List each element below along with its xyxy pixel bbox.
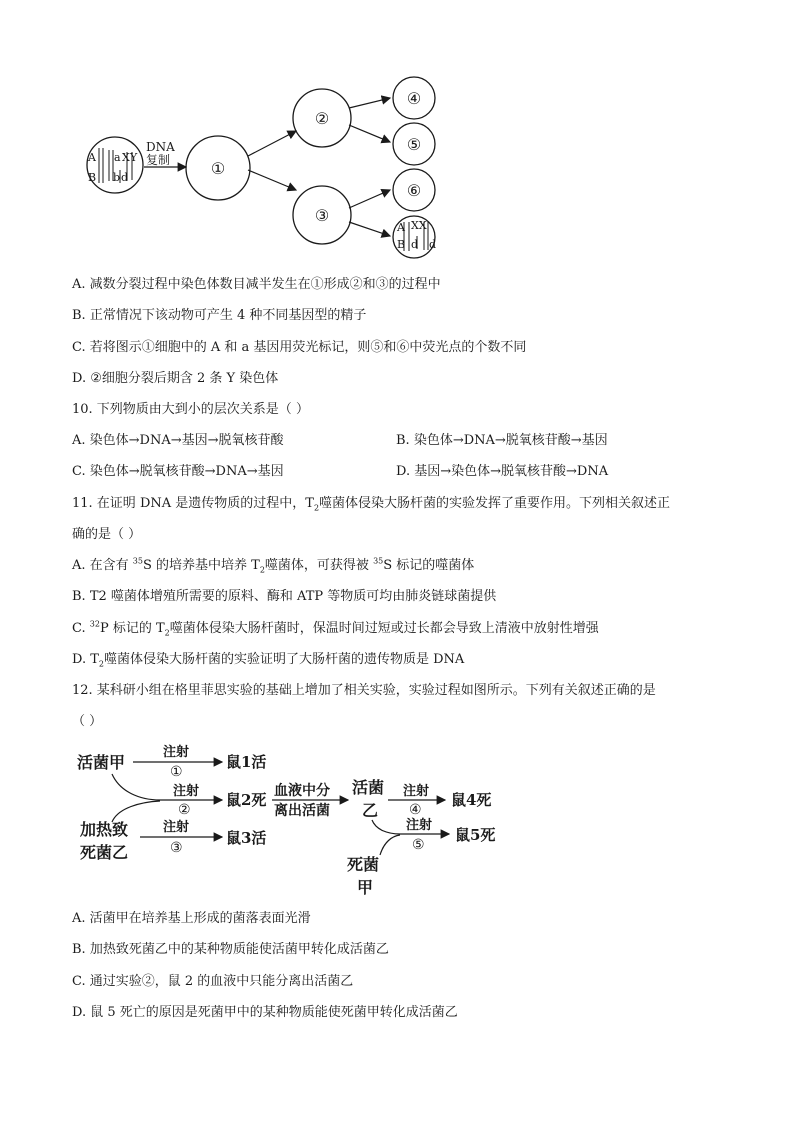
gene-a: a [114,151,121,164]
gene-X: X [122,151,130,164]
live-bacteria-b-line1: 活菌 [352,778,385,797]
arrow-2-5 [349,125,390,142]
last-gene-A: A [397,221,405,234]
mouse-1: 鼠1活 [226,753,267,771]
arrow-3-6 [349,190,390,208]
last-gene-d1: d [411,238,419,251]
blood-separate-line1: 血液中分 [274,783,330,799]
curve-heat-to-2 [112,801,160,822]
arrow-1-2 [248,131,296,156]
cell-1-label: ① [210,159,226,178]
last-gene-XX: XX [411,219,427,232]
q11-option-b: B. T2 噬菌体增殖所需要的原料、酶和 ATP 等物质可均由肺炎链球菌提供 [72,589,497,604]
live-bacteria-a: 活菌甲 [77,753,126,772]
q10-option-a: A. 染色体→DNA→基因→脱氧核苷酸 [72,433,284,448]
q10-option-b: B. 染色体→DNA→脱氧核苷酸→基因 [396,433,608,448]
mouse-2: 鼠2死 [226,791,267,809]
cell-6-label: ⑥ [406,181,422,200]
mouse-4: 鼠4死 [451,791,492,809]
q12-stem-line2: （ ） [72,714,103,729]
gene-b: b [113,171,121,184]
num-2: ② [178,802,191,818]
arrow-1-3 [248,170,296,190]
q12-option-b: B. 加热致死菌乙中的某种物质能使活菌甲转化成活菌乙 [72,942,389,957]
mouse-5: 鼠5死 [455,826,496,844]
q9-option-d: D. ②细胞分裂后期含 2 条 Y 染色体 [72,371,279,386]
gene-B: B [88,171,97,184]
dead-bacteria-a-line1: 死菌 [347,855,380,874]
arrow-2-4 [349,98,390,108]
num-3: ③ [170,840,183,856]
q9-option-a: A. 减数分裂过程中染色体数目减半发生在①形成②和③的过程中 [72,277,441,292]
parent-cell [87,137,143,193]
num-4: ④ [409,802,422,818]
curve-dead-a-to-5 [380,835,400,855]
q10-option-d: D. 基因→染色体→脱氧核苷酸→DNA [396,464,609,479]
q10-option-c: C. 染色体→脱氧核苷酸→DNA→基因 [72,464,284,479]
arrow-3-last [349,222,390,236]
q12-option-a: A. 活菌甲在培养基上形成的菌落表面光滑 [72,911,311,926]
inject-label-3: 注射 [163,820,190,835]
curve-b-to-5 [372,820,400,834]
inject-label-4: 注射 [403,784,430,799]
q11-option-d: D. $T_2$噬菌体侵染大肠杆菌的实验证明了大肠杆菌的遗传物质是 DNA [72,652,465,669]
curve-a-to-2 [112,774,160,800]
inject-label-2: 注射 [173,784,200,799]
q12-option-c: C. 通过实验②，鼠 2 的血液中只能分离出活菌乙 [72,974,354,989]
dead-bacteria-a-line2: 甲 [357,878,374,897]
heat-killed-line1: 加热致 [80,820,129,839]
q11-option-c: C. $^{32}$P 标记的 $T_2$噬菌体侵染大肠杆菌时，保温时间过短或过长都会导致上清液中放射性增强 [72,619,599,638]
num-5: ⑤ [412,837,425,853]
gene-A: A [88,151,96,164]
q12-stem-line1: 12. 某科研小组在格里菲思实验的基础上增加了相关实验，实验过程如图所示。下列有关叙述正确的是 [72,683,656,698]
replicate-label: 复制 [146,153,171,167]
gene-Y: Y [130,151,138,164]
meiosis-diagram [0,0,794,270]
heat-killed-line2: 死菌乙 [80,843,129,862]
q10-stem: 10. 下列物质由大到小的层次关系是（ ） [72,402,309,417]
cell-2-label: ② [314,109,330,128]
q9-option-c: C. 若将图示①细胞中的 A 和 a 基因用荧光标记，则⑤和⑥中荧光点的个数不同 [72,340,527,355]
inject-label-1: 注射 [163,745,190,760]
cell-5-label: ⑤ [406,135,422,154]
q12-option-d: D. 鼠 5 死亡的原因是死菌甲中的某种物质能使死菌甲转化成活菌乙 [72,1005,458,1020]
dna-label: DNA [146,140,175,154]
last-gene-d2: d [429,238,437,251]
last-gene-B: B [397,238,406,251]
q9-option-b: B. 正常情况下该动物可产生 4 种不同基因型的精子 [72,308,367,323]
q11-option-a: A. 在含有 $^{35}$S 的培养基中培养 $T_2$噬菌体，可获得被 $^{35}$S 标记的噬菌体 [72,556,475,575]
live-bacteria-b-line2: 乙 [362,801,379,820]
q11-stem-line1: 11. 在证明 DNA 是遗传物质的过程中，$T_2$噬菌体侵染大肠杆菌的实验发挥了重要作用。下列相关叙述正 [72,496,671,513]
num-1: ① [170,764,183,780]
cell-3-label: ③ [314,206,330,225]
mouse-3: 鼠3活 [226,829,267,847]
inject-label-5: 注射 [406,818,433,833]
cell-4-label: ④ [406,89,422,108]
gene-d: d [121,171,129,184]
blood-separate-line2: 离出活菌 [274,803,330,819]
q11-stem-line2: 确的是（ ） [72,527,142,542]
